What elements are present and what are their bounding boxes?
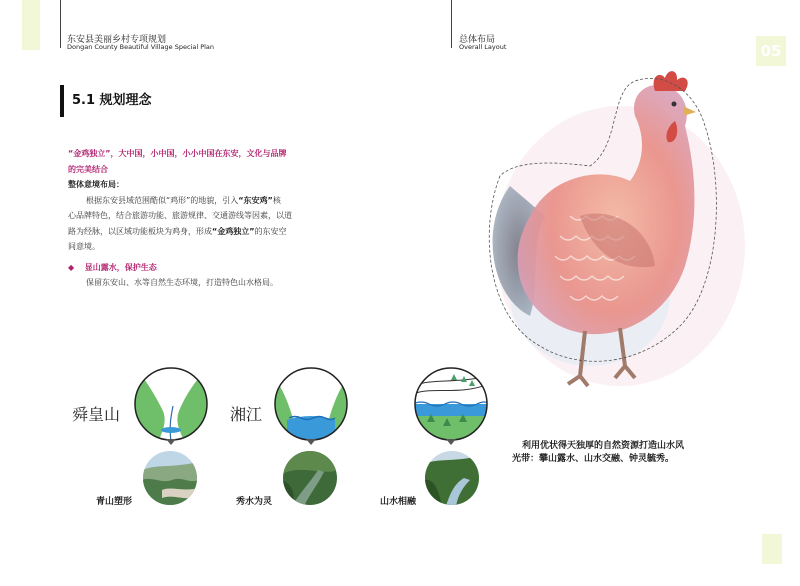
- paragraph-line-3-b: “金鸡独立”: [212, 226, 255, 236]
- paragraph-line-1: [68, 193, 348, 209]
- header-right-title: 总体布局: [459, 35, 496, 45]
- paragraph-line-3-c: 的东安空: [254, 226, 287, 236]
- highlight-line-2: 的完美结合: [68, 164, 108, 174]
- photo-green-mountain: [142, 450, 198, 506]
- landscape-caption-line-2: 光带：攀山露水、山水交融、钟灵毓秀。: [512, 454, 675, 464]
- label-shunhuang-mountain: 舜皇山: [72, 405, 121, 424]
- paragraph-line-2: 心品牌特色，结合旅游功能、旅游规律、交通游线等因素，以道: [68, 211, 292, 220]
- rooster-illustration: [470, 66, 750, 396]
- paragraph-line-1-c: 核: [272, 195, 281, 205]
- bullet-title: 显山露水，保护生态: [84, 262, 157, 272]
- header-divider-right: [451, 0, 452, 48]
- highlight-line-1: “金鸡独立”，大中国，小中国，小小中国在东安，文化与品牌: [68, 149, 287, 158]
- subhead: 整体意境布局：: [68, 180, 124, 189]
- bullet-diamond-icon: ◆: [68, 262, 75, 272]
- paragraph-line-1-b: “东安鸡”: [238, 195, 273, 205]
- landscape-caption: [512, 440, 742, 466]
- bullet-text: 保留东安山、水等自然生态环境，打造特色山水格局。: [86, 278, 278, 287]
- page-number: 05: [760, 42, 782, 60]
- bottom-right-tab: [762, 534, 782, 564]
- photo-river-forest: [424, 450, 480, 506]
- caption-river-spirit: 秀水为灵: [236, 497, 273, 507]
- header-divider-left: [60, 0, 61, 48]
- header-left-title: 东安县美丽乡村专项规划: [67, 35, 167, 45]
- arrow-down-icon: [306, 439, 316, 445]
- section-title-bar: [60, 85, 64, 117]
- body-text-block: [68, 146, 348, 291]
- diagram-mountains-circle: [133, 366, 209, 442]
- paragraph-line-3-a: 路为经脉，以区域功能板块为鸡身，形成: [68, 226, 212, 236]
- paragraph-line-1-a: 根据东安县域范围酷似“鸡形”的地貌，引入: [86, 195, 239, 205]
- arrow-down-icon: [166, 439, 176, 445]
- page-number-badge: [756, 36, 786, 66]
- bullet-row: [68, 260, 348, 276]
- diagram-river-circle: [273, 366, 349, 442]
- caption-green-mountain: 青山塑形: [96, 497, 133, 507]
- arrow-down-icon: [446, 439, 456, 445]
- header-right-subtitle: Overall Layout: [459, 43, 507, 51]
- landscape-caption-line-1: 利用优状得天独厚的自然资源打造山水风: [522, 441, 685, 451]
- photo-river-valley: [282, 450, 338, 506]
- paragraph-line-3: [68, 224, 348, 240]
- paragraph-line-4: 间意境。: [68, 242, 100, 251]
- section-title: 5.1 规划理念: [72, 93, 152, 108]
- diagram-combined-circle: [413, 366, 489, 442]
- caption-mountain-water: 山水相融: [380, 497, 417, 507]
- label-xiang-river: 湘江: [230, 405, 263, 424]
- top-left-tab: [22, 0, 40, 50]
- header-left-subtitle: Dongan County Beautiful Village Special Plan: [67, 43, 215, 51]
